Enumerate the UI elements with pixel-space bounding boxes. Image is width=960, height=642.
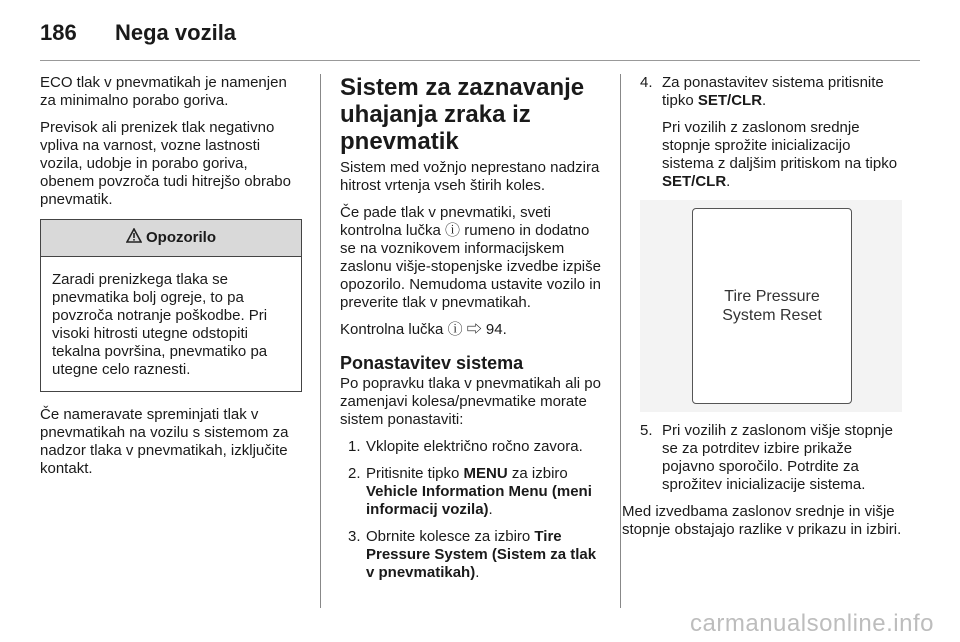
column-right <box>622 74 904 548</box>
display-text: System Reset <box>722 307 822 324</box>
step-number: 3. <box>348 528 361 545</box>
paragraph: Previsok ali prenizek tlak negativno vpliva na varnost, vozne lastnosti vozila, udobje in porabo goriva, obenem povzroča tudi hitrejšo obrabo pnevmatik. <box>40 119 291 208</box>
step-note <box>662 119 904 191</box>
step-text: Pritisnite tipko <box>366 465 464 482</box>
paragraph: Če nameravate spreminjati tlak v pnevmatikah na vozilu s sistemom za nadzor tlaka v pnevmatikah, izključite kontakt. <box>40 406 289 477</box>
column-divider <box>620 74 621 608</box>
step-number: 5. <box>640 422 653 439</box>
column-middle <box>340 74 602 591</box>
paragraph: ECO tlak v pnevmatikah je namenjen za minimalno porabo goriva. <box>40 74 287 109</box>
step-text: . <box>726 173 731 190</box>
steps-list <box>622 422 904 494</box>
list-item <box>340 528 602 582</box>
step-number: 4. <box>640 74 653 91</box>
list-item <box>622 422 904 494</box>
step-text: . <box>762 92 767 109</box>
list-item <box>622 74 904 191</box>
display-text: Tire Pressure <box>724 288 820 305</box>
warning-box <box>40 219 302 392</box>
step-text: Obrnite kolesce za izbiro <box>366 528 535 545</box>
step-text: Pri vozilih z zaslonom srednje stopnje sprožite inicializacijo sistema z daljšim pritiskom na tipko <box>662 119 898 172</box>
step-text: Vklopite električno ročno zavora. <box>366 438 583 455</box>
step-text: Pri vozilih z zaslonom višje stopnje se za potrditev izbire prikaže pojavno sporočilo. Potrdite za sprožitev inicializacije sistema. <box>662 422 893 493</box>
step-text: . <box>488 501 493 518</box>
subsection-heading: Ponastavitev sistema <box>340 353 524 373</box>
paragraph: Sistem med vožnjo neprestano nadzira hitrost vrtenja vseh štirih koles. <box>340 159 600 194</box>
page-number: 186 <box>40 20 77 45</box>
key-label: SET/CLR <box>662 173 727 190</box>
steps-list <box>622 74 904 191</box>
section-heading: Sistem za zaznavanje uhajanja zraka iz pnevmatik <box>340 74 585 155</box>
step-number: 2. <box>348 465 361 482</box>
display-screen <box>692 208 852 404</box>
key-label: SET/CLR <box>697 92 763 109</box>
column-divider <box>320 74 321 608</box>
step-number: 1. <box>348 438 361 455</box>
page-header <box>40 14 920 54</box>
warning-text: Zaradi prenizkega tlaka se pnevmatika bolj ogreje, to pa povzroča notranje poškodbe. Pri visoki hitrosti utegne odstopiti tekalna površina, pnevmatiko pa utegne celo raznesti. <box>52 271 268 378</box>
step-text: . <box>475 564 480 581</box>
watermark: carmanualsonline.info <box>690 610 934 637</box>
paragraph: Med izvedbama zaslonov srednje in višje stopnje obstajajo razlike v prikazu in izbiri. <box>622 503 902 538</box>
step-text: Za ponastavitev sistema pritisnite tipko <box>662 74 884 109</box>
column-left <box>40 74 302 487</box>
header-divider <box>40 60 920 61</box>
step-text: za izbiro <box>507 465 568 482</box>
warning-title: Opozorilo <box>146 229 216 246</box>
menu-label: Vehicle Information Menu (meni informacij vozila) <box>366 483 592 518</box>
list-item <box>340 465 602 519</box>
menu-label: Tire Pressure System (Sistem za tlak v pnevmatikah) <box>366 528 597 581</box>
paragraph: Po popravku tlaka v pnevmatikah ali po zamenjavi kolesa/pnevmatike morate sistem ponastaviti: <box>340 375 601 428</box>
paragraph: Kontrolna lučka ⓘ ⇨ 94. <box>340 321 507 338</box>
steps-list <box>340 438 602 582</box>
paragraph: Če pade tlak v pnevmatiki, sveti kontrolna lučka ⓘ rumeno in dodatno se na voznikovem informacijskem zaslonu višje-stopenjske izvedbe izpiše opozorilo. Nemudoma ustavite vozilo in preverite tlak v pnevmatikah. <box>340 204 601 311</box>
key-label: MENU <box>463 465 508 482</box>
warning-triangle-icon <box>126 228 142 248</box>
warning-header <box>41 220 301 257</box>
list-item <box>340 438 602 456</box>
section-title: Nega vozila <box>115 20 237 45</box>
display-figure <box>640 200 902 412</box>
